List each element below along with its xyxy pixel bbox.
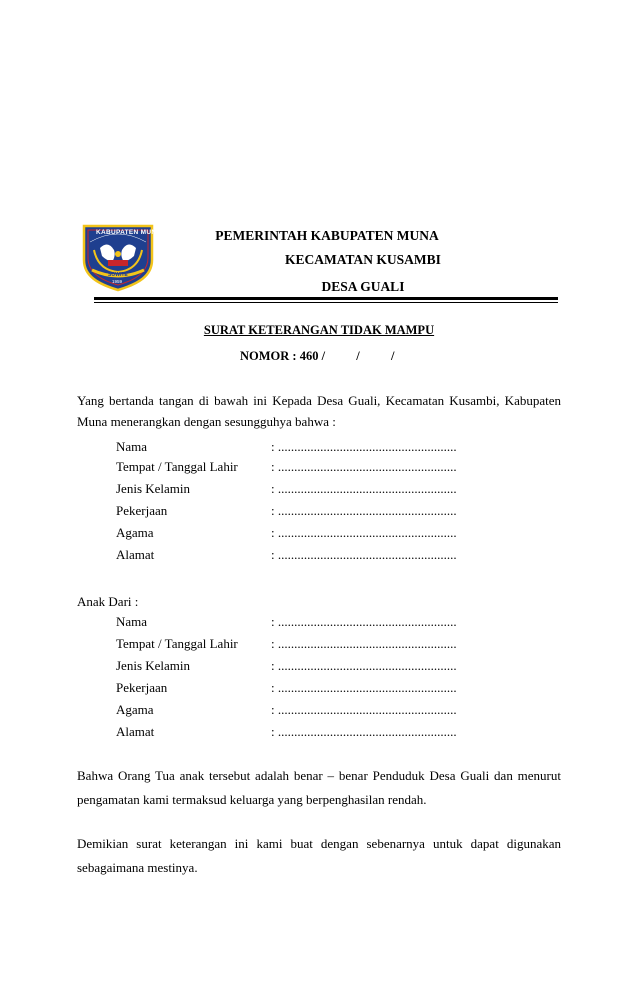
field-value: : .......................................................	[271, 702, 457, 717]
field-label: Alamat	[116, 547, 155, 562]
field-label: Jenis Kelamin	[116, 481, 191, 496]
field-value: : .......................................................	[271, 658, 457, 673]
letterhead-rule-thin	[94, 302, 558, 303]
field-value: : .......................................................	[271, 481, 457, 496]
letter-title: SURAT KETERANGAN TIDAK MAMPU	[203, 323, 435, 337]
field-label: Nama	[116, 439, 148, 454]
logo-title: KABUPATEN MUNA	[96, 229, 162, 236]
intro-line-1: Yang bertanda tangan di bawah ini Kepada Desa Guali, Kecamatan Kusambi, Kabupaten	[77, 393, 561, 408]
statement-line-1: Bahwa Orang Tua anak tersebut adalah benar – benar Penduduk Desa Guali dan menurut	[77, 768, 561, 783]
field-label: Alamat	[116, 724, 155, 739]
field-value: : .......................................................	[271, 547, 457, 562]
closing-line-2: sebagaimana mestinya.	[77, 860, 198, 875]
field-label: Nama	[116, 614, 148, 629]
statement-line-2: pengamatan kami termaksud keluarga yang berpenghasilan rendah.	[77, 792, 427, 807]
logo-year: 1959	[112, 279, 123, 284]
field-label: Pekerjaan	[116, 503, 168, 518]
field-value: : .......................................................	[271, 614, 457, 629]
field-value: : .......................................................	[271, 525, 457, 540]
letter-title-wrap	[0, 323, 638, 338]
field-value: : .......................................................	[271, 724, 457, 739]
field-label: Tempat / Tanggal Lahir	[116, 459, 238, 474]
field-value: : .......................................................	[271, 439, 457, 454]
field-value: : .......................................................	[271, 680, 457, 695]
intro-line-2: Muna menerangkan dengan sesungguhya bahwa :	[77, 414, 336, 429]
field-label: Agama	[116, 702, 154, 717]
child-of-heading: Anak Dari :	[77, 594, 139, 609]
field-value: : .......................................................	[271, 459, 457, 474]
letter-number: NOMOR : 460 / / /	[240, 349, 395, 363]
field-label: Agama	[116, 525, 154, 540]
field-label: Pekerjaan	[116, 680, 168, 695]
district-name: KECAMATAN KUSAMBI	[285, 252, 441, 267]
letterhead-rule-thick	[94, 297, 558, 300]
village-name: DESA GUALI	[321, 279, 405, 294]
closing-line-1: Demikian surat keterangan ini kami buat dengan sebenarnya untuk dapat digunakan	[77, 836, 561, 851]
field-value: : .......................................................	[271, 503, 457, 518]
field-label: Tempat / Tanggal Lahir	[116, 636, 238, 651]
logo-motto: SOWITE	[108, 272, 128, 278]
field-value: : .......................................................	[271, 636, 457, 651]
government-name: PEMERINTAH KABUPATEN MUNA	[215, 228, 439, 243]
field-label: Jenis Kelamin	[116, 658, 191, 673]
